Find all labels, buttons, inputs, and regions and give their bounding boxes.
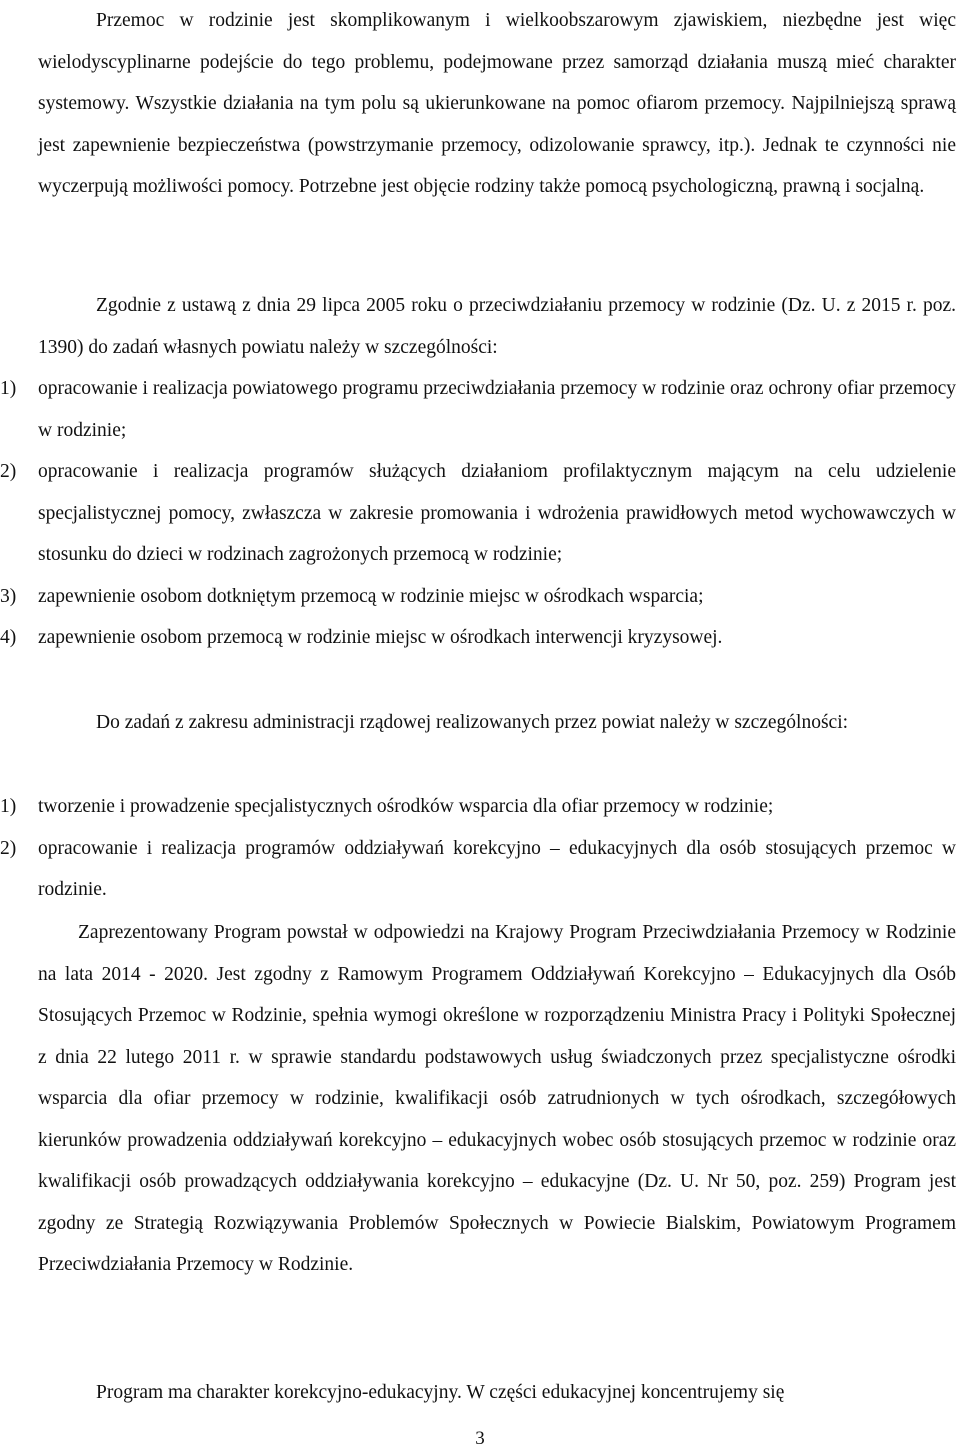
list-item xyxy=(0,451,956,576)
page-number: 3 xyxy=(475,1428,485,1449)
paragraph-program-origin: Zaprezentowany Program powstał w odpowiedzi na Krajowy Program Przeciwdziałania Przemocy w Rodzinie na lata 2014 - 2020. Jest zgodny z Ramowym Programem Oddziaływań Korekcyjno – Edukacyjnych dla Osób Stosujących Przemoc w Rodzinie, spełnia wymogi określone w rozporządzeniu Ministra Pracy i Polityki Społecznej z dnia 22 lutego 2011 r. w sprawie standardu podstawowych usług świadczonych przez specjalistyczne ośrodki wsparcia dla ofiar przemocy w rodzinie, kwalifikacji osób zatrudnionych w tych ośrodkach, szczegółowych kierunków prowadzenia oddziaływań korekcyjno – edukacyjnych wobec osób stosujących przemoc w rodzinie oraz kwalifikacji osób prowadzących oddziaływania korekcyjno – edukacyjne (Dz. U. Nr 50, poz. 259) Program jest zgodny ze Strategią Rozwiązywania Problemów Społecznych w Powiecie Bialskim, Powiatowym Programem Przeciwdziałania Przemocy w Rodzinie. xyxy=(38,922,956,1275)
list-item-number: 3) xyxy=(0,585,17,607)
paragraph-law-reference: Zgodnie z ustawą z dnia 29 lipca 2005 roku o przeciwdziałaniu przemocy w rodzinie (Dz. U. z 2015 r. poz. 1390) do zadań własnych powiatu należy w szczególności: xyxy=(38,295,956,358)
paragraph-program-character: Program ma charakter korekcyjno-edukacyjny. W części edukacyjnej koncentrujemy się xyxy=(96,1382,785,1403)
list-item-text: opracowanie i realizacja powiatowego programu przeciwdziałania przemocy w rodzinie oraz ochrony ofiar przemocy w rodzinie; xyxy=(38,378,956,441)
list-item xyxy=(0,617,956,659)
list-powiat-own-tasks xyxy=(0,368,956,659)
list-item-text: opracowanie i realizacja programów oddziaływań korekcyjno – edukacyjnych dla osób stosujących przemoc w rodzinie. xyxy=(38,837,956,900)
list-item-text: zapewnienie osobom przemocą w rodzinie miejsc w ośrodkach interwencji kryzysowej. xyxy=(38,627,723,648)
list-item xyxy=(0,828,956,911)
list-item-number: 2) xyxy=(0,837,17,859)
list-government-tasks xyxy=(0,786,956,911)
list-item xyxy=(0,368,956,451)
list-item-number: 1) xyxy=(0,378,17,399)
list-item-text: zapewnienie osobom dotkniętym przemocą w rodzinie miejsc w ośrodkach wsparcia; xyxy=(38,585,704,607)
paragraph-intro: Przemoc w rodzinie jest skomplikowanym i wielkoobszarowym zjawiskiem, niezbędne jest więc wielodyscyplinarne podejście do tego problemu, podejmowane przez samorząd działania muszą mieć charakter systemowy. Wszystkie działania na tym polu są ukierunkowane na pomoc ofiarom przemocy. Najpilniejszą sprawą jest zapewnienie bezpieczeństwa (powstrzymanie przemocy, odizolowanie sprawcy, itp.). Jednak te czynności nie wyczerpują możliwości pomocy. Potrzebne jest objęcie rodziny także pomocą psychologiczną, prawną i socjalną. xyxy=(38,10,956,197)
list-item xyxy=(0,786,956,828)
list-item-text: opracowanie i realizacja programów służących działaniom profilaktycznym mającym na celu udzielenie specjalistycznej pomocy, zwłaszcza w zakresie promowania i wdrożenia prawidłowych metod wychowawczych w stosunku do dzieci w rodzinach zagrożonych przemocą w rodzinie; xyxy=(38,461,956,565)
list-item xyxy=(0,576,956,618)
list-item-text: tworzenie i prowadzenie specjalistycznych ośrodków wsparcia dla ofiar przemocy w rodzinie; xyxy=(38,796,774,817)
list-item-number: 1) xyxy=(0,796,17,817)
list-item-number: 2) xyxy=(0,461,17,482)
paragraph-government-tasks: Do zadań z zakresu administracji rządowej realizowanych przez powiat należy w szczególności: xyxy=(96,712,849,733)
list-item-number: 4) xyxy=(0,627,17,648)
